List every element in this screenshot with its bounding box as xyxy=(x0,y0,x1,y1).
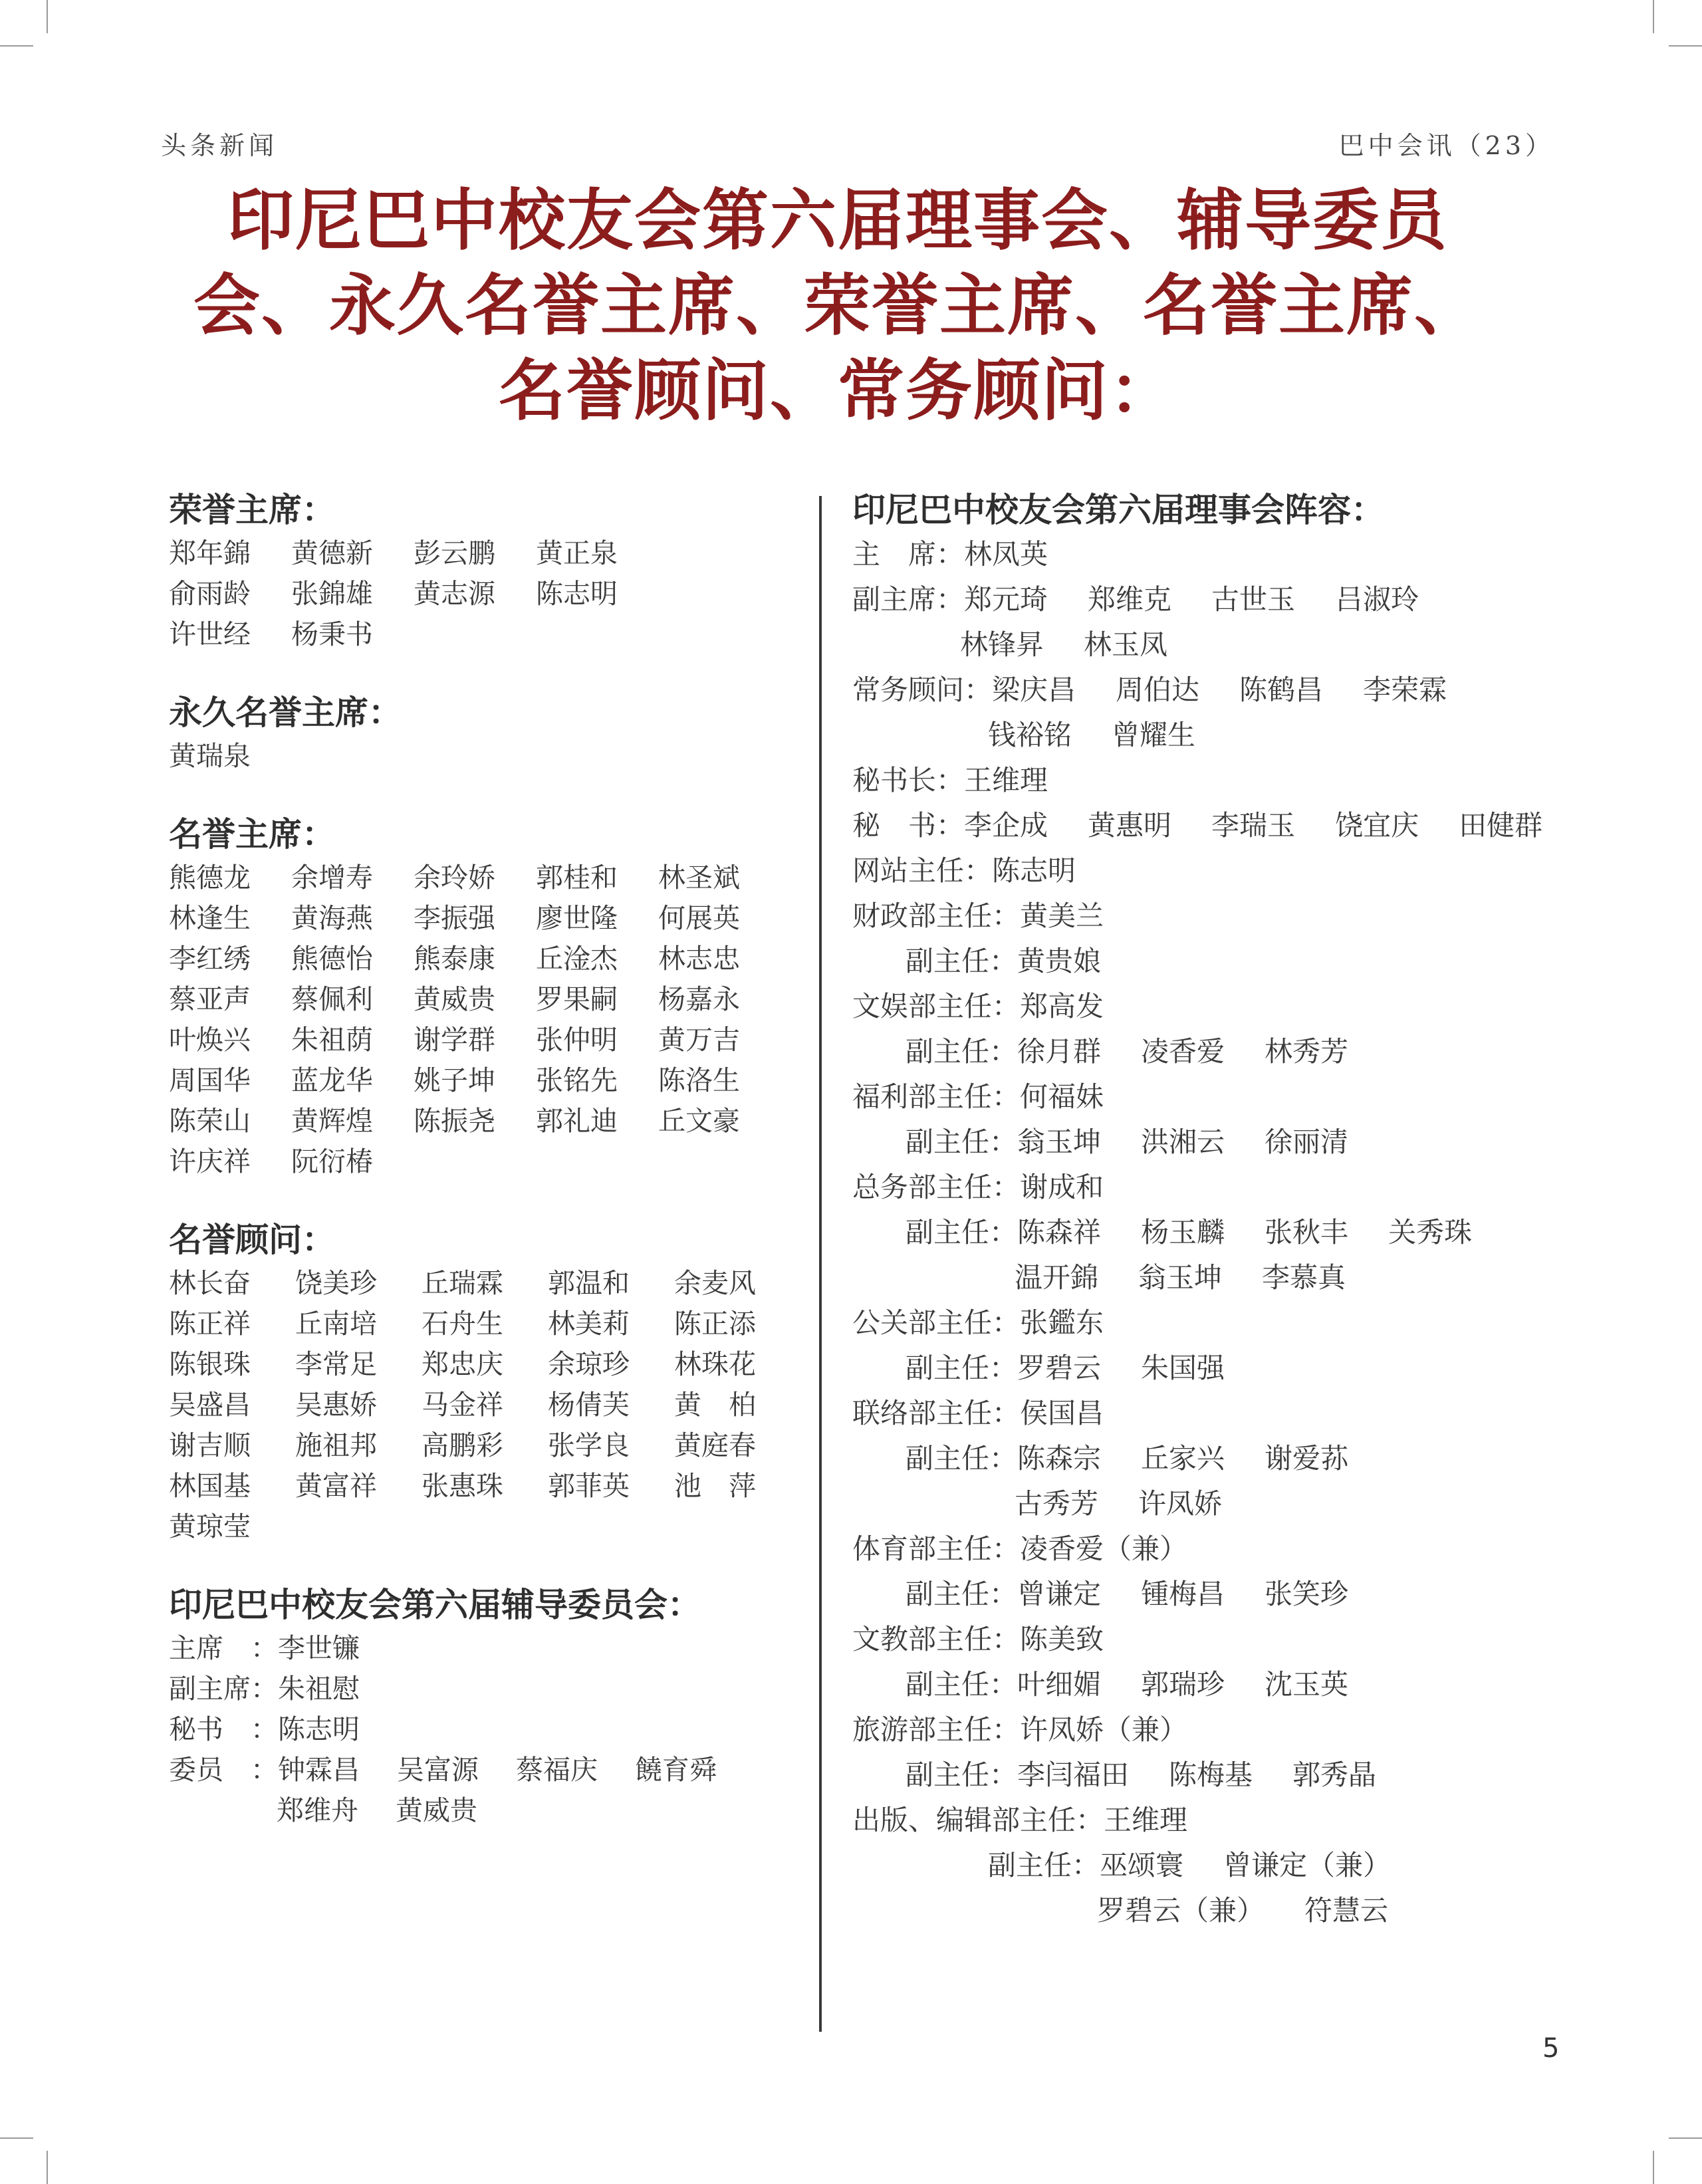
role-label: 公关部主任： xyxy=(852,1306,1021,1339)
member-name: 黄海燕 xyxy=(291,902,373,934)
role-label: 文教部主任： xyxy=(852,1623,1021,1655)
role-label: 出版、编辑部主任： xyxy=(852,1804,1104,1836)
honorary-chair-section xyxy=(169,489,807,655)
committee-row xyxy=(169,1669,807,1709)
role-label: 总务部主任： xyxy=(852,1171,1021,1203)
committee-row xyxy=(169,1750,807,1790)
member-name: 关秀珠 xyxy=(1388,1216,1473,1249)
member-name: 许庆祥 xyxy=(169,1146,251,1177)
member-name: 林锋昇 xyxy=(960,628,1044,661)
role-label: 副主任： xyxy=(906,1216,1018,1249)
role-label: 副主任： xyxy=(906,1035,1018,1068)
member-name: 李常足 xyxy=(295,1348,377,1380)
council-line xyxy=(852,1074,1570,1120)
member-name: 陈森祥 xyxy=(1017,1216,1102,1249)
member-name: 李慕真 xyxy=(1262,1261,1346,1294)
member-name: 吴富源 xyxy=(397,1754,479,1786)
member-name: 余琼珍 xyxy=(548,1348,630,1380)
member-name: 陈银珠 xyxy=(169,1348,251,1380)
member-name: 罗碧云 xyxy=(1017,1352,1102,1384)
member-name: 田健群 xyxy=(1459,809,1543,842)
member-name: 饒育舜 xyxy=(635,1754,717,1786)
member-name: 林凤英 xyxy=(964,538,1048,570)
member-name: 丘南培 xyxy=(295,1308,377,1340)
member-name: 丘淦杰 xyxy=(536,943,618,975)
column-divider xyxy=(819,496,822,2032)
title-line-3: 名誉顾问、常务顾问： xyxy=(499,352,1177,429)
member-name: 李世镰 xyxy=(278,1632,360,1664)
member-name: 黄威贵 xyxy=(396,1794,477,1826)
member-name: 吴惠娇 xyxy=(295,1389,377,1421)
role-label: 副主任： xyxy=(906,1352,1018,1384)
member-name: 吴盛昌 xyxy=(169,1389,251,1421)
member-name: 丘瑞霖 xyxy=(422,1267,503,1299)
running-header-right: 巴中会讯（23） xyxy=(1338,131,1554,160)
member-name: 张惠珠 xyxy=(422,1470,503,1502)
member-name: 马金祥 xyxy=(422,1389,503,1421)
member-name: 朱国强 xyxy=(1141,1352,1225,1384)
member-name: 林长奋 xyxy=(169,1267,251,1299)
member-name: 黄正泉 xyxy=(536,537,618,569)
member-name: 李闫福田 xyxy=(1017,1759,1130,1791)
role-label: 副主任： xyxy=(906,1668,1018,1701)
member-name: 温开錦 xyxy=(1015,1261,1099,1294)
member-name: 何展英 xyxy=(658,902,740,934)
council-line xyxy=(852,1617,1570,1662)
member-name: 张錦雄 xyxy=(291,578,373,610)
title-chair-section xyxy=(169,814,807,1182)
member-name: 黄 柏 xyxy=(674,1389,756,1421)
member-name: 黄瑞泉 xyxy=(169,740,251,772)
member-name: 蔡佩利 xyxy=(291,983,373,1015)
member-name: 黄辉煌 xyxy=(291,1105,373,1137)
name-row xyxy=(169,939,807,979)
member-name: 余增寿 xyxy=(291,862,373,894)
role-label: 福利部主任： xyxy=(852,1080,1021,1113)
right-column xyxy=(852,489,1570,1933)
member-name: 余麦风 xyxy=(674,1267,756,1299)
member-name: 陈洛生 xyxy=(658,1064,740,1096)
council-line xyxy=(852,1255,1570,1300)
member-name: 张铭先 xyxy=(536,1064,618,1096)
member-name: 谢成和 xyxy=(1020,1171,1104,1203)
member-name: 蔡福庆 xyxy=(516,1754,598,1786)
council-line xyxy=(852,1346,1570,1391)
member-name: 黄德新 xyxy=(291,537,373,569)
member-name: 黄志源 xyxy=(414,578,495,610)
title-line-1: 印尼巴中校友会第六届理事会、辅导委员 xyxy=(227,182,1448,259)
member-name: 许凤娇（兼） xyxy=(1020,1713,1188,1746)
member-name: 熊泰康 xyxy=(414,943,495,975)
member-name: 周伯达 xyxy=(1116,673,1200,706)
member-name: 古世玉 xyxy=(1211,583,1296,616)
name-row xyxy=(169,1385,807,1425)
left-column xyxy=(169,489,807,1868)
committee-row xyxy=(169,1790,807,1831)
member-name: 黄琼莹 xyxy=(169,1511,251,1542)
member-name: 丘文豪 xyxy=(658,1105,740,1137)
member-name: 饶宜庆 xyxy=(1335,809,1419,842)
member-name: 郑忠庆 xyxy=(422,1348,503,1380)
member-name: 古秀芳 xyxy=(1015,1487,1099,1520)
crop-mark xyxy=(1669,45,1702,47)
member-name: 钟霖昌 xyxy=(278,1754,360,1786)
member-name: 杨秉书 xyxy=(291,618,373,650)
name-row xyxy=(169,1466,807,1507)
member-name: 杨玉麟 xyxy=(1141,1216,1225,1249)
member-name: 朱祖慰 xyxy=(278,1673,360,1705)
member-name: 林珠花 xyxy=(674,1348,756,1380)
member-name: 巫颂寰 xyxy=(1100,1849,1184,1881)
member-name: 李振强 xyxy=(414,902,495,934)
committee-row xyxy=(169,1628,807,1669)
role-label: 副主席： xyxy=(852,583,965,616)
role-label: 常务顾问： xyxy=(852,673,993,706)
council-line xyxy=(852,894,1570,939)
member-name: 陈正添 xyxy=(674,1308,756,1340)
member-name: 翁玉坤 xyxy=(1017,1126,1102,1158)
crop-mark xyxy=(47,2151,48,2184)
role-label: 联络部主任： xyxy=(852,1397,1021,1429)
member-name: 陈鹤昌 xyxy=(1239,673,1324,706)
member-name: 吕淑玲 xyxy=(1335,583,1419,616)
member-name: 李红绣 xyxy=(169,943,251,975)
member-name: 池 萍 xyxy=(674,1470,756,1502)
committee-row xyxy=(169,1709,807,1750)
council-line xyxy=(852,1707,1570,1753)
member-name: 熊德龙 xyxy=(169,862,251,894)
member-name: 陈志明 xyxy=(992,854,1076,887)
name-row xyxy=(169,1142,807,1182)
role-label: 体育部主任： xyxy=(852,1532,1021,1565)
member-name: 黄富祥 xyxy=(295,1470,377,1502)
council-line xyxy=(852,758,1570,803)
member-name: 蓝龙华 xyxy=(291,1064,373,1096)
crop-mark xyxy=(0,45,33,47)
member-name: 曾谦定（兼） xyxy=(1223,1849,1392,1881)
member-name: 石舟生 xyxy=(422,1308,503,1340)
member-name: 杨嘉永 xyxy=(658,983,740,1015)
member-name: 丘家兴 xyxy=(1141,1442,1225,1475)
member-name: 张仲明 xyxy=(536,1024,618,1056)
member-name: 曾谦定 xyxy=(1017,1578,1102,1610)
member-name: 黄美兰 xyxy=(1020,900,1104,932)
permanent-chair-section xyxy=(169,692,807,777)
crop-mark xyxy=(1653,0,1654,33)
member-name: 徐丽清 xyxy=(1265,1126,1349,1158)
name-row xyxy=(169,898,807,939)
member-name: 郭瑞珍 xyxy=(1141,1668,1225,1701)
section-heading: 荣誉主席： xyxy=(169,491,335,529)
name-row xyxy=(169,1263,807,1304)
role-label: 财政部主任： xyxy=(852,900,1021,932)
member-name: 陈荣山 xyxy=(169,1105,251,1137)
name-row xyxy=(169,858,807,898)
name-row xyxy=(169,1101,807,1142)
member-name: 阮衍椿 xyxy=(291,1146,373,1177)
council-line xyxy=(852,1888,1570,1933)
name-row xyxy=(169,979,807,1020)
council-line xyxy=(852,848,1570,894)
member-name: 郭温和 xyxy=(548,1267,630,1299)
member-name: 梁庆昌 xyxy=(992,673,1076,706)
member-name: 黄威贵 xyxy=(414,983,495,1015)
member-name: 凌香爱（兼） xyxy=(1020,1532,1188,1565)
member-name: 施祖邦 xyxy=(295,1429,377,1461)
name-row xyxy=(169,1304,807,1344)
member-name: 郑高发 xyxy=(1020,990,1104,1023)
member-name: 叶细媚 xyxy=(1017,1668,1102,1701)
section-heading: 名誉主席： xyxy=(169,815,335,854)
council-line xyxy=(852,1210,1570,1255)
member-name: 曾耀生 xyxy=(1112,719,1196,751)
member-name: 杨倩芙 xyxy=(548,1389,630,1421)
name-row xyxy=(169,736,807,777)
member-name: 黄惠明 xyxy=(1088,809,1172,842)
council-line xyxy=(852,1300,1570,1346)
council-line xyxy=(852,1436,1570,1481)
advisors-section xyxy=(169,1219,807,1547)
council-line xyxy=(852,803,1570,848)
member-name: 张鑑东 xyxy=(1020,1306,1104,1339)
crop-mark xyxy=(1669,2137,1702,2139)
member-name: 林圣斌 xyxy=(658,862,740,894)
name-row xyxy=(169,1020,807,1060)
council-line xyxy=(852,1526,1570,1572)
member-name: 陈森宗 xyxy=(1017,1442,1102,1475)
committee-section xyxy=(169,1584,807,1831)
member-name: 陈美致 xyxy=(1020,1623,1104,1655)
council-line xyxy=(852,1029,1570,1074)
role-label: 秘 书： xyxy=(852,809,965,842)
member-name: 谢学群 xyxy=(414,1024,495,1056)
council-line xyxy=(852,984,1570,1029)
council-list xyxy=(852,532,1570,1933)
member-name: 陈志明 xyxy=(278,1713,360,1745)
section-heading: 印尼巴中校友会第六届辅导委员会： xyxy=(169,1586,701,1624)
council-line xyxy=(852,713,1570,758)
member-name: 徐月群 xyxy=(1017,1035,1102,1068)
name-row xyxy=(169,614,807,655)
member-name: 周国华 xyxy=(169,1064,251,1096)
member-name: 饶美珍 xyxy=(295,1267,377,1299)
council-line xyxy=(852,1798,1570,1843)
page-title xyxy=(106,178,1569,433)
role-label: 副主任： xyxy=(988,1849,1100,1881)
member-name: 张笑珍 xyxy=(1265,1578,1349,1610)
role-label: 主席 ： xyxy=(169,1632,278,1664)
member-name: 彭云鹏 xyxy=(414,537,495,569)
role-label: 委员 ： xyxy=(169,1754,278,1786)
member-name: 林逢生 xyxy=(169,902,251,934)
role-label: 副主任： xyxy=(906,1442,1018,1475)
member-name: 姚子坤 xyxy=(414,1064,495,1096)
council-line xyxy=(852,939,1570,984)
crop-mark xyxy=(1653,2151,1654,2184)
council-line xyxy=(852,667,1570,713)
role-label: 文娱部主任： xyxy=(852,990,1021,1023)
council-line xyxy=(852,1662,1570,1707)
name-row xyxy=(169,574,807,614)
council-line xyxy=(852,1165,1570,1210)
member-name: 黄庭春 xyxy=(674,1429,756,1461)
member-name: 黄万吉 xyxy=(658,1024,740,1056)
member-name: 郭桂和 xyxy=(536,862,618,894)
member-name: 朱祖荫 xyxy=(291,1024,373,1056)
running-header-left: 头条新闻 xyxy=(161,131,279,160)
member-name: 凌香爱 xyxy=(1141,1035,1225,1068)
name-row xyxy=(169,1507,807,1547)
role-label: 副主任： xyxy=(906,1759,1018,1791)
member-name: 林玉凤 xyxy=(1084,628,1168,661)
member-name: 符慧云 xyxy=(1304,1894,1389,1927)
council-line xyxy=(852,1843,1570,1888)
member-name: 郑年錦 xyxy=(169,537,251,569)
member-name: 张秋丰 xyxy=(1265,1216,1349,1249)
member-name: 侯国昌 xyxy=(1020,1397,1104,1429)
name-row xyxy=(169,1060,807,1101)
member-name: 罗果嗣 xyxy=(536,983,618,1015)
title-line-2: 会、永久名誉主席、荣誉主席、名誉主席、 xyxy=(193,267,1482,344)
member-name: 郭秀晶 xyxy=(1292,1759,1377,1791)
member-name: 谢爱荪 xyxy=(1265,1442,1349,1475)
member-name: 郭菲英 xyxy=(548,1470,630,1502)
section-heading: 永久名誉主席： xyxy=(169,693,402,732)
role-label: 主 席： xyxy=(852,538,965,570)
member-name: 陈正祥 xyxy=(169,1308,251,1340)
role-label: 副主任： xyxy=(906,1578,1018,1610)
member-name: 许凤娇 xyxy=(1138,1487,1223,1520)
member-name: 许世经 xyxy=(169,618,251,650)
council-line xyxy=(852,1120,1570,1165)
member-name: 林秀芳 xyxy=(1265,1035,1349,1068)
member-name: 林志忠 xyxy=(658,943,740,975)
council-line xyxy=(852,532,1570,577)
role-label: 副主任： xyxy=(906,945,1018,977)
member-name: 俞雨龄 xyxy=(169,578,251,610)
council-heading: 印尼巴中校友会第六届理事会阵容： xyxy=(852,491,1384,529)
name-row xyxy=(169,1344,807,1385)
council-line xyxy=(852,577,1570,622)
member-name: 钱裕铭 xyxy=(988,719,1072,751)
member-name: 翁玉坤 xyxy=(1138,1261,1223,1294)
member-name: 蔡亚声 xyxy=(169,983,251,1015)
crop-mark xyxy=(0,2137,33,2139)
role-label: 秘书 ： xyxy=(169,1713,278,1745)
member-name: 陈梅基 xyxy=(1169,1759,1253,1791)
name-row xyxy=(169,533,807,574)
member-name: 王维理 xyxy=(1104,1804,1188,1836)
name-row xyxy=(169,1425,807,1466)
member-name: 谢吉顺 xyxy=(169,1429,251,1461)
section-heading: 名誉顾问： xyxy=(169,1221,335,1259)
role-label: 秘书长： xyxy=(852,764,965,796)
council-line xyxy=(852,622,1570,667)
member-name: 沈玉英 xyxy=(1265,1668,1349,1701)
council-line xyxy=(852,1391,1570,1436)
member-name: 叶焕兴 xyxy=(169,1024,251,1056)
member-name: 林美莉 xyxy=(548,1308,630,1340)
council-line xyxy=(852,1481,1570,1526)
member-name: 郭礼迪 xyxy=(536,1105,618,1137)
member-name: 张学良 xyxy=(548,1429,630,1461)
member-name: 熊德怡 xyxy=(291,943,373,975)
member-name: 锺梅昌 xyxy=(1141,1578,1225,1610)
member-name: 郑维舟 xyxy=(277,1794,358,1826)
member-name: 廖世隆 xyxy=(536,902,618,934)
member-name: 李瑞玉 xyxy=(1211,809,1296,842)
member-name: 罗碧云（兼） xyxy=(1097,1894,1265,1927)
member-name: 黄贵娘 xyxy=(1017,945,1102,977)
member-name: 陈志明 xyxy=(536,578,618,610)
role-label: 副主任： xyxy=(906,1126,1018,1158)
member-name: 何福妹 xyxy=(1020,1080,1104,1113)
member-name: 李企成 xyxy=(964,809,1048,842)
crop-mark xyxy=(47,0,48,33)
role-label: 副主席： xyxy=(169,1673,278,1705)
member-name: 郑维克 xyxy=(1088,583,1172,616)
member-name: 李荣霖 xyxy=(1363,673,1447,706)
member-name: 高鹏彩 xyxy=(422,1429,503,1461)
page-number: 5 xyxy=(1542,2033,1560,2064)
role-label: 网站主任： xyxy=(852,854,993,887)
member-name: 洪湘云 xyxy=(1141,1126,1225,1158)
member-name: 林国基 xyxy=(169,1470,251,1502)
council-line xyxy=(852,1753,1570,1798)
member-name: 郑元琦 xyxy=(964,583,1048,616)
member-name: 余玲娇 xyxy=(414,862,495,894)
member-name: 陈振尧 xyxy=(414,1105,495,1137)
member-name: 王维理 xyxy=(964,764,1048,796)
council-line xyxy=(852,1572,1570,1617)
role-label: 旅游部主任： xyxy=(852,1713,1021,1746)
